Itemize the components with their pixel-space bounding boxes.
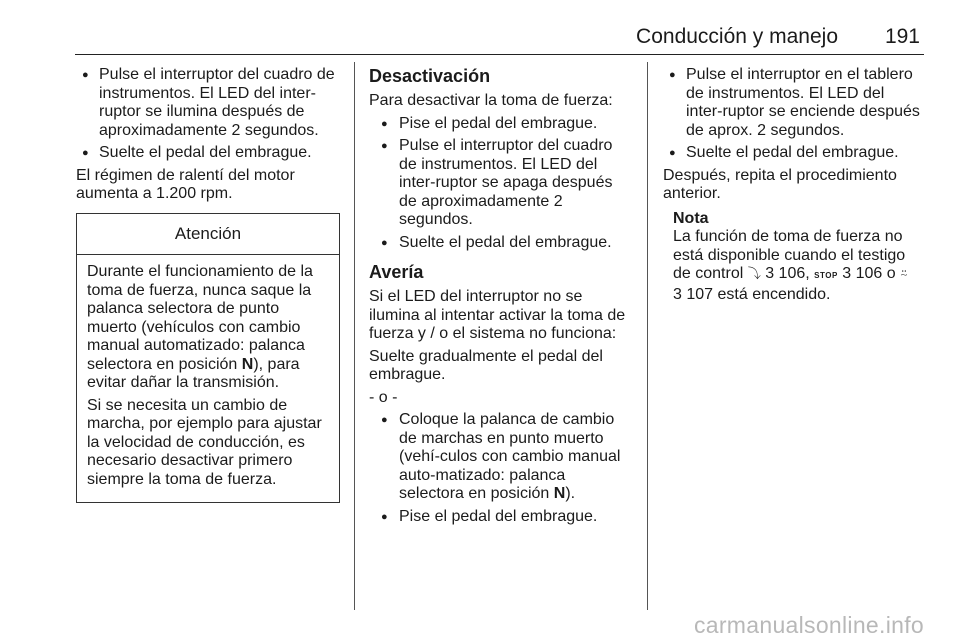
gear-position: N [553, 485, 566, 502]
column-left [76, 66, 340, 503]
paragraph: El régimen de ralentí del motor aumenta a 1.200 rpm. [76, 166, 295, 202]
watermark: carmanualsonline.info [693, 612, 924, 638]
bullet-list [369, 115, 634, 253]
bullet-list [76, 66, 340, 163]
list-item: ● Suelte el pedal del embrague. [76, 144, 340, 163]
bullet-list [369, 411, 634, 526]
heading-deactivation: Desactivación [369, 66, 491, 86]
clutch-pedal-icon: ⤵ [747, 266, 761, 281]
heading-fault: Avería [369, 262, 424, 282]
paragraph: - o - [369, 388, 398, 406]
page-ref: 106 o [855, 265, 896, 282]
paragraph: Después, repita el procedimiento anterior. [663, 166, 897, 202]
page-header [75, 24, 924, 55]
page-ref: 106, [778, 265, 810, 282]
note-box [663, 210, 925, 305]
text-span: Coloque la palanca de cambio de marchas en punto muerto (vehí-culos con cambio manual auto-matizado: palanca selectora en posición [399, 411, 621, 502]
column-divider [354, 62, 355, 610]
paragraph: Si el LED del interruptor no se ilumina al intentar activar la toma de fuerza y / o el sistema no funciona: [369, 288, 626, 342]
list-item: ● Pise el pedal del embrague. [369, 115, 634, 134]
warning-box [76, 213, 340, 504]
column-divider [647, 62, 648, 610]
note-text [673, 228, 925, 304]
text-span: Durante el funcionamiento de la toma de fuerza, nunca saque la palanca selectora de punto muerto (vehículos con cambio manual automatizado: palanca selectora en posición [87, 263, 313, 373]
note-title: Nota [673, 209, 709, 227]
list-item: ● Suelte el pedal del embrague. [663, 144, 925, 163]
warning-title: Atención [77, 214, 339, 256]
column-middle [369, 66, 634, 530]
page-ref-arrow-icon: 3 [673, 285, 682, 303]
page-number: 191 [884, 25, 920, 48]
text-span: ). [565, 485, 576, 502]
paragraph: Suelte gradualmente el pedal del embrague. [369, 347, 603, 383]
text-span: La función de toma de fuerza no está disponible cuando el testigo de control [673, 228, 906, 282]
section-title: Conducción y manejo [636, 25, 838, 48]
page-ref-arrow-icon: 3 [842, 265, 852, 282]
bullet-list [663, 66, 925, 163]
list-item: ● Suelte el pedal del embrague. [369, 234, 634, 253]
stop-start-icon: STOP [814, 271, 838, 280]
column-right [663, 66, 925, 304]
page-ref: 107 está encendido. [686, 285, 831, 303]
text-span: ), para evitar dañar la transmisión. [87, 355, 300, 391]
paragraph: Para desactivar la toma de fuerza: [369, 92, 613, 109]
list-item: ● Pulse el interruptor del cuadro de instrumentos. El LED del inter-ruptor se ilumina después de aproximadamente 2 segundos. [76, 66, 340, 140]
gear-position: N [241, 355, 254, 373]
page-ref-arrow-icon: 3 [765, 265, 775, 282]
list-item: ● Pise el pedal del embrague. [369, 508, 634, 527]
coolant-temperature-icon: ⍨ [900, 266, 908, 281]
list-item: ● Pulse el interruptor del cuadro de instrumentos. El LED del inter-ruptor se apaga después de aproximadamente 2 segundos. [369, 137, 634, 230]
warning-paragraph: Si se necesita un cambio de marcha, por ejemplo para ajustar la velocidad de conducción, es necesario desactivar primero siempre la toma de fuerza. [87, 396, 322, 488]
list-item [369, 411, 634, 504]
warning-paragraph [87, 263, 329, 393]
list-item: ● Pulse el interruptor en el tablero de instrumentos. El LED del inter-ruptor se enciende después de aprox. 2 segundos. [663, 66, 925, 140]
warning-body [77, 255, 339, 502]
